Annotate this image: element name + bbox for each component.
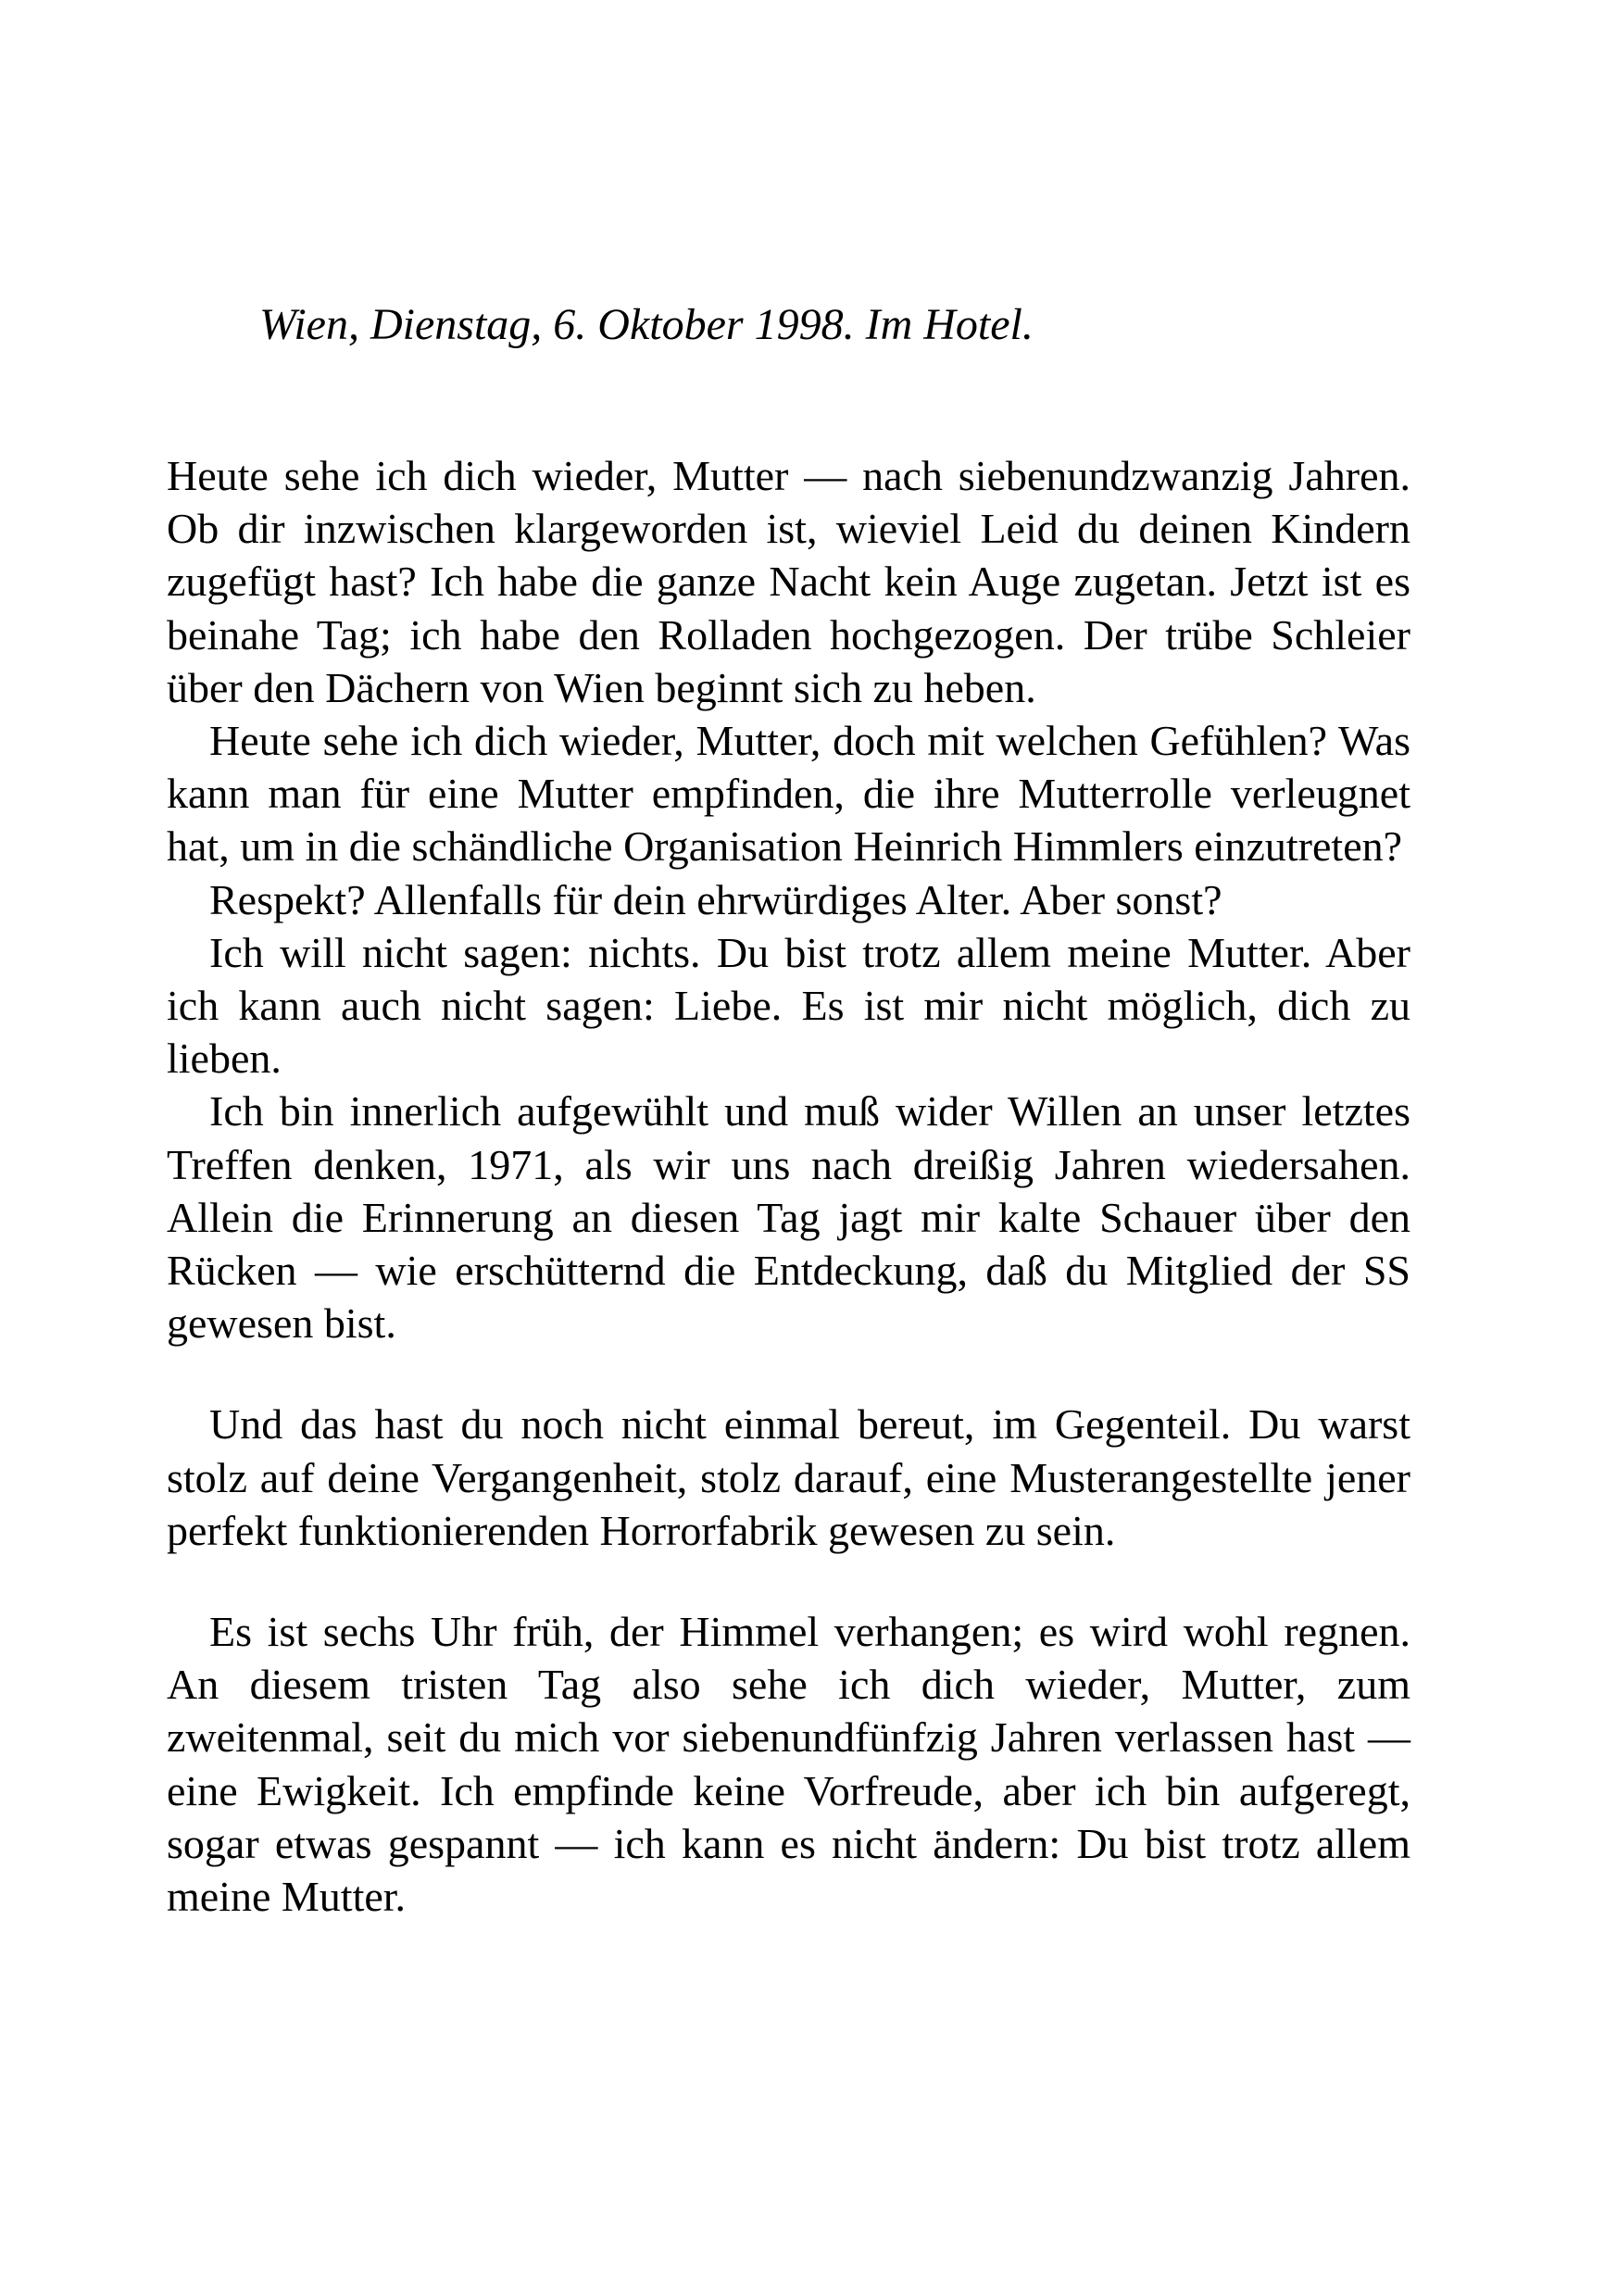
document-page bbox=[167, 0, 1410, 2296]
dateline-heading: Wien, Dienstag, 6. Oktober 1998. Im Hotel. bbox=[259, 300, 1034, 349]
body-text bbox=[167, 449, 1410, 1923]
paragraph: Heute sehe ich dich wieder, Mutter — nach siebenundzwanzig Jahren. Ob dir inzwischen klargeworden ist, wieviel Leid du deinen Kindern zugefügt hast? Ich habe die ganze Nacht kein Auge zugetan. Jetzt ist es beinahe Tag; ich habe den Rolladen hochgezogen. Der trübe Schleier über den Dächern von Wien beginnt sich zu heben. bbox=[167, 452, 1410, 711]
paragraph: Heute sehe ich dich wieder, Mutter, doch mit welchen Gefühlen? Was kann man für eine Mutter empfinden, die ihre Mutterrolle verleugnet hat, um in die schändliche Organisation Heinrich Himmlers einzutreten? bbox=[167, 717, 1410, 871]
paragraph: Und das hast du noch nicht einmal bereut, im Gegenteil. Du warst stolz auf deine Vergangenheit, stolz darauf, eine Musterangestellte jener perfekt funktionierenden Horrorfabrik gewesen zu sein. bbox=[167, 1400, 1410, 1554]
paragraph: Es ist sechs Uhr früh, der Himmel verhangen; es wird wohl regnen. An diesem tristen Tag also sehe ich dich wieder, Mutter, zum zweitenmal, seit du mich vor siebenundfünfzig Jahren verlassen hast — eine Ewigkeit. Ich empfinde keine Vorfreude, aber ich bin aufgeregt, sogar etwas gespannt — ich kann es nicht ändern: Du bist trotz allem meine Mutter. bbox=[167, 1608, 1410, 1921]
paragraph: Ich bin innerlich aufgewühlt und muß wider Willen an unser letztes Treffen denken, 1971, als wir uns nach dreißig Jahren wiedersahen. Allein die Erinnerung an diesen Tag jagt mir kalte Schauer über den Rücken — wie erschütternd die Entdeckung, daß du Mitglied der SS gewesen bist. bbox=[167, 1087, 1410, 1348]
paragraph: Ich will nicht sagen: nichts. Du bist trotz allem meine Mutter. Aber ich kann auch nicht sagen: Liebe. Es ist mir nicht möglich, dich zu lieben. bbox=[167, 928, 1410, 1083]
paragraph: Respekt? Allenfalls für dein ehrwürdiges Alter. Aber sonst? bbox=[209, 875, 1222, 923]
